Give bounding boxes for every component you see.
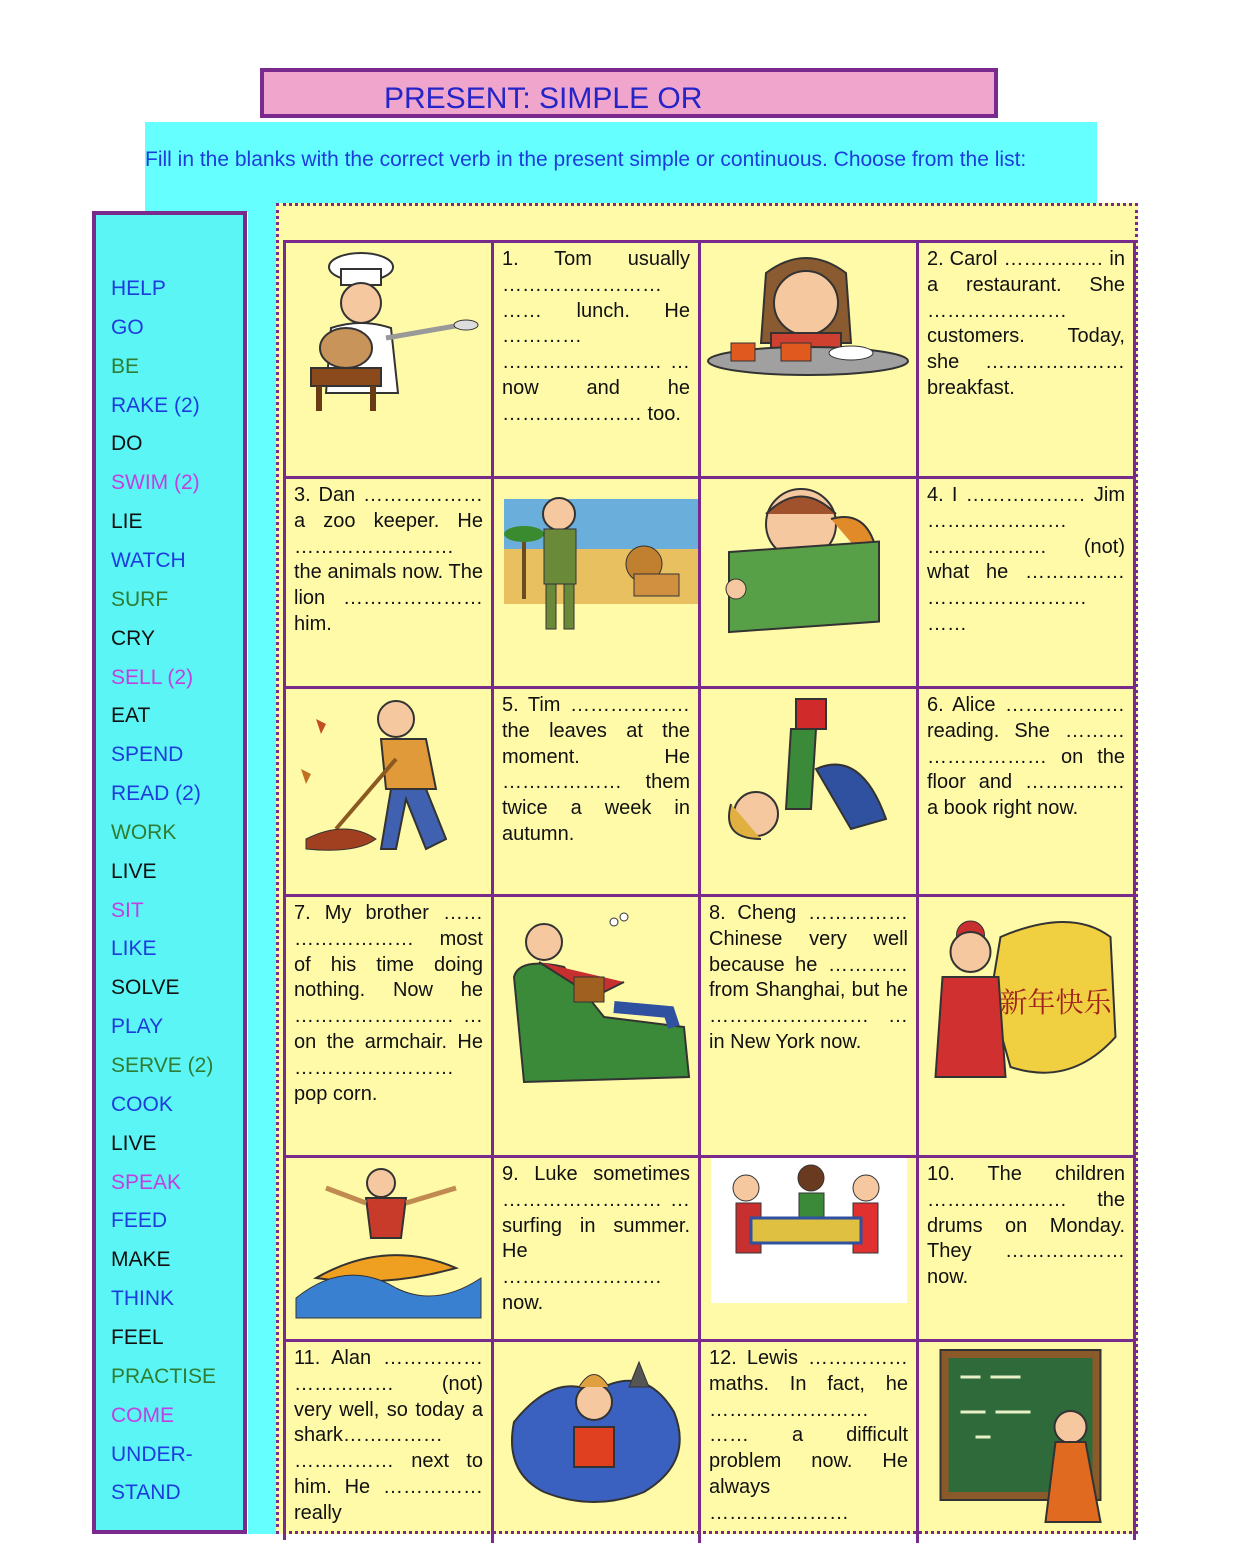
word-list-item: COME: [111, 1403, 174, 1427]
chef-illustration: [286, 243, 491, 476]
word-list-item: GO: [111, 315, 144, 339]
word-list-item: LIKE: [111, 937, 157, 961]
word-list-item: UNDER-: [111, 1442, 193, 1466]
word-list-item: LIE: [111, 510, 143, 534]
instructions-text: Fill in the blanks with the correct verb in the present simple or continuous. Choose from the list:: [145, 148, 1027, 171]
exercise-4-text: 4. I ……………… Jim ………………… ……………… (not) what he …………… …………………… ……: [927, 484, 1125, 635]
word-list-item: SWIM (2): [111, 471, 200, 495]
swimmer-shark-illustration: [494, 1342, 698, 1543]
exercise-5-cell: [494, 689, 701, 897]
man-raking-illustration: [286, 689, 491, 894]
page-title: PRESENT: SIMPLE OR: [384, 82, 703, 115]
picture-cell-raking: [286, 689, 494, 897]
exercise-2-cell: [919, 243, 1133, 479]
word-list-item: HELP: [111, 277, 166, 300]
exercise-12-text: 12. Lewis …………… maths. In fact, he …………………… …… a difficult problem now. He always …………………: [709, 1347, 908, 1524]
surfer-illustration: [286, 1158, 491, 1339]
word-list-item: PRACTISE: [111, 1364, 217, 1388]
word-list-item: THINK: [111, 1287, 174, 1311]
exercise-11-cell: [286, 1342, 494, 1543]
word-list-item: BE: [111, 354, 140, 378]
exercise-1-text: 1. Tom usually …………………… …… lunch. He ………… …………………… … now and he ………………… too.: [502, 248, 690, 425]
exercise-10-text: 10. The children ………………… the drums on Monday. They ……………… now.: [927, 1163, 1125, 1289]
title-banner: [260, 68, 998, 118]
exercise-2-text: 2. Carol …………… in a restaurant. She ………………… customers. Today, she ………………… breakfast.: [927, 248, 1125, 399]
exercise-1-cell: [494, 243, 701, 479]
word-list-item: PLAY: [111, 1015, 164, 1039]
exercise-12-cell: [701, 1342, 919, 1543]
exercise-8-text: 8. Cheng …………… Chinese very well because he ………… from Shanghai, but he …………………… … in New York now.: [709, 902, 908, 1053]
exercise-7-cell: [286, 897, 494, 1158]
word-list-item: SERVE (2): [111, 1054, 214, 1077]
chinese-boy-map-illustration: [919, 897, 1133, 1155]
word-list-item: WATCH: [111, 548, 186, 572]
picture-cell-drums: [701, 1158, 919, 1342]
exercise-11-text: 11. Alan …………… …………… (not) very well, so today a shark…………… …………… next to him. He …………… really: [294, 1347, 483, 1524]
children-drums-illustration: [701, 1158, 916, 1339]
word-list-item: READ (2): [111, 782, 201, 806]
exercise-10-cell: [919, 1158, 1133, 1342]
picture-cell-shark: [494, 1342, 701, 1543]
word-list-item: DO: [111, 432, 143, 456]
word-list-item: SELL (2): [111, 665, 194, 689]
exercise-4-cell: [919, 479, 1133, 689]
zookeeper-illustration: [494, 479, 698, 686]
picture-cell-surfer: [286, 1158, 494, 1342]
word-list-item: FEEL: [111, 1325, 164, 1349]
word-list-item: LIVE: [111, 1131, 157, 1155]
picture-cell-chef: [286, 243, 494, 479]
exercise-6-text: 6. Alice ……………… reading. She ……… ……………… on the floor and …………… a book right now.: [927, 694, 1125, 820]
exercise-7-text: 7. My brother …… ……………… most of his time doing nothing. Now he …………………… … on the armchair. He …………………… pop corn.: [294, 902, 483, 1105]
picture-cell-waitress: [701, 243, 919, 479]
word-list-item: CRY: [111, 626, 155, 650]
picture-cell-armchair: [494, 897, 701, 1158]
exercise-8-cell: [701, 897, 919, 1158]
word-list-item: SIT: [111, 898, 144, 922]
boy-blackboard-illustration: [919, 1342, 1133, 1543]
waitress-illustration: [701, 243, 916, 476]
word-list-item: EAT: [111, 704, 151, 728]
picture-cell-blackboard: [919, 1342, 1133, 1543]
boy-thinking-illustration: [701, 479, 916, 686]
picture-cell-boy-thinking: [701, 479, 919, 689]
word-list-item: SPEAK: [111, 1170, 182, 1194]
word-list-item: FEED: [111, 1209, 168, 1233]
exercise-9-cell: [494, 1158, 701, 1342]
picture-cell-zookeeper: [494, 479, 701, 689]
word-list-item: LIVE: [111, 859, 157, 883]
exercise-5-text: 5. Tim ……………… the leaves at the moment. He ……………… them twice a week in autumn.: [502, 694, 690, 845]
word-list-item: STAND: [111, 1481, 181, 1505]
word-list-item: RAKE (2): [111, 393, 200, 417]
word-list-item: MAKE: [111, 1248, 171, 1272]
cyan-strip: [248, 212, 278, 1534]
picture-cell-girl-reading: [701, 689, 919, 897]
boy-armchair-illustration: [494, 897, 698, 1155]
exercise-grid: [283, 240, 1136, 1540]
exercise-6-cell: [919, 689, 1133, 897]
svg-text:新年快乐: 新年快乐: [999, 986, 1112, 1019]
word-list-box: [92, 211, 247, 1534]
word-list-item: SOLVE: [111, 976, 180, 1000]
word-list-item: WORK: [111, 820, 177, 844]
picture-cell-china: [919, 897, 1133, 1158]
girl-reading-illustration: [701, 689, 916, 894]
exercise-3-text: 3. Dan ……………… a zoo keeper. He …………………… the animals now. The lion ………………… him.: [294, 484, 483, 635]
word-list-item: SURF: [111, 587, 169, 611]
word-list-item: COOK: [111, 1092, 173, 1116]
exercise-3-cell: [286, 479, 494, 689]
exercise-9-text: 9. Luke sometimes …………………… … surfing in summer. He …………………… now.: [502, 1163, 690, 1314]
word-list-item: SPEND: [111, 743, 184, 767]
